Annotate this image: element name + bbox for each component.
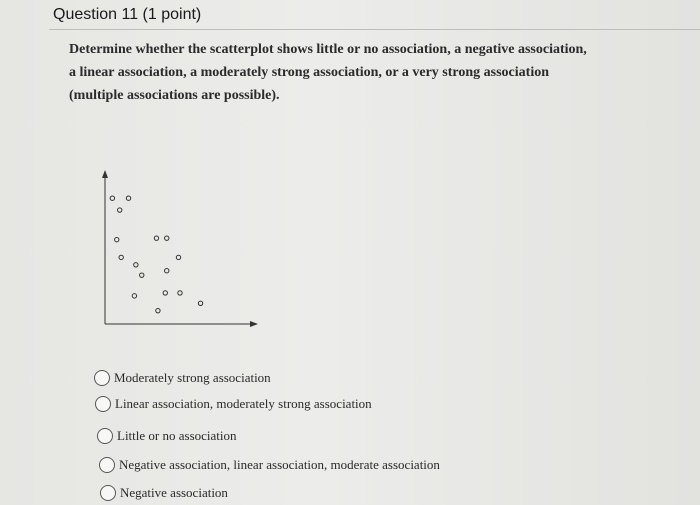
option-linear-moderately-strong[interactable]: [95, 396, 372, 412]
data-point: [165, 236, 169, 240]
data-point: [198, 301, 202, 305]
data-point: [115, 237, 119, 241]
radio-button[interactable]: [94, 370, 110, 386]
question-number: Question 11: [53, 6, 139, 23]
radio-button[interactable]: [97, 428, 113, 444]
radio-button[interactable]: [100, 485, 116, 501]
option-little-or-no[interactable]: [97, 428, 237, 444]
option-label: Negative association: [120, 485, 228, 500]
option-negative-linear-moderate[interactable]: [99, 457, 440, 473]
option-label: Little or no association: [117, 428, 237, 443]
data-point: [126, 196, 130, 200]
question-points: (1 point): [142, 6, 202, 23]
data-point: [154, 236, 158, 240]
data-point: [156, 308, 160, 312]
radio-button[interactable]: [95, 396, 111, 412]
option-label: Negative association, linear association, moderate association: [119, 457, 440, 472]
radio-button[interactable]: [99, 457, 115, 473]
option-negative[interactable]: [100, 485, 228, 501]
data-point: [119, 255, 123, 259]
data-point: [165, 269, 169, 273]
prompt-line: Determine whether the scatterplot shows little or no association, a negative association,: [69, 42, 587, 57]
data-point: [163, 291, 167, 295]
data-point: [176, 255, 180, 259]
data-point: [110, 196, 114, 200]
option-label: Moderately strong association: [114, 370, 271, 385]
data-point: [140, 273, 144, 277]
data-point: [118, 208, 122, 212]
prompt-line: a linear association, a moderately strong association, or a very strong association: [69, 65, 549, 80]
data-point: [178, 291, 182, 295]
prompt-line: (multiple associations are possible).: [69, 88, 280, 103]
option-moderately-strong[interactable]: [94, 370, 271, 386]
option-label: Linear association, moderately strong association: [115, 396, 372, 411]
x-axis-arrow: [250, 321, 258, 327]
data-point: [132, 294, 136, 298]
y-axis-arrow: [102, 170, 108, 178]
data-point: [134, 263, 138, 267]
